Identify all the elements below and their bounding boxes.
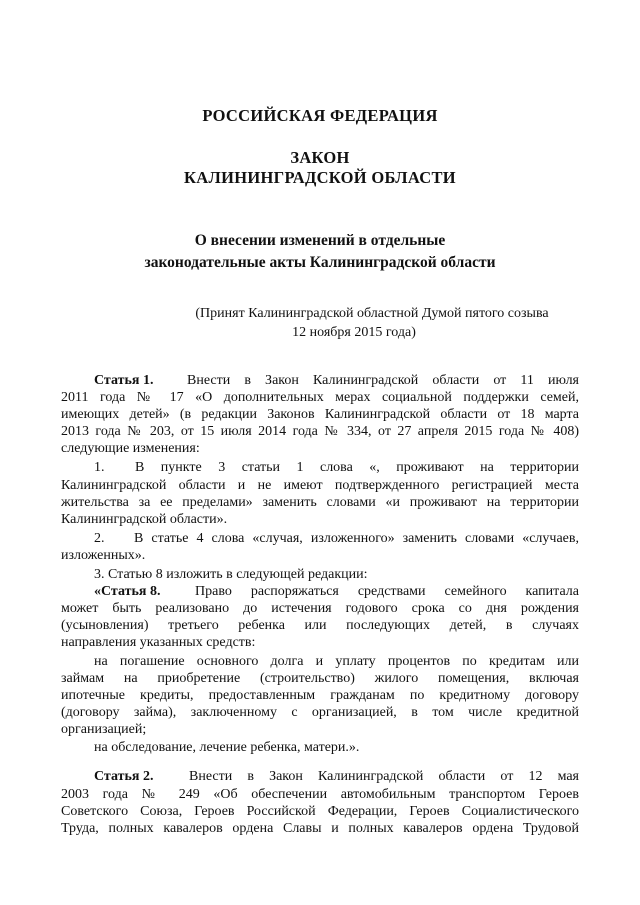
direction1-line5: организацией; — [61, 722, 147, 737]
federation-heading: РОССИЙСКАЯ ФЕДЕРАЦИЯ — [202, 106, 438, 125]
quote-line4: направления указанных средств: — [61, 635, 256, 650]
law-title-line2: законодательные акты Калининградской области — [144, 254, 496, 271]
direction1-line1: на погашение основного долга и уплату процентов по кредитам или — [94, 654, 579, 669]
quote-line2: может быть реализовано до истечения годового срока со дня рождения — [61, 601, 579, 616]
direction1-line4: (договору займа), заключенному с организацией, в том числе кредитной — [61, 705, 579, 720]
article1-line3: имеющих детей» (в редакции Законов Калининградской области от 18 марта — [61, 407, 579, 422]
item1-number: 1. — [94, 460, 105, 475]
law-title-line1: О внесении изменений в отдельные — [194, 232, 446, 249]
region-heading: КАЛИНИНГРАДСКОЙ ОБЛАСТИ — [184, 168, 456, 187]
item1-line4: Калининградской области». — [61, 512, 228, 527]
item2-line2: изложенных». — [61, 548, 146, 563]
article1-line5: следующие изменения: — [61, 441, 200, 456]
item1-line3: жительства за ее пределами» заменить словами «и проживают на территории — [61, 495, 579, 510]
article1-line2: 2011 года № 17 «О дополнительных мерах социальной поддержки семей, — [61, 390, 579, 405]
item1-line2: Калининградской области и не имеют подтвержденного регистрацией места — [61, 478, 579, 493]
article2-line4: Труда, полных кавалеров ордена Славы и полных кавалеров ордена Трудовой — [61, 821, 579, 836]
quote-line1: «Статья 8. Право распоряжаться средствами семейного капитала — [94, 584, 579, 599]
item2-number: 2. — [94, 531, 105, 546]
law-heading: ЗАКОН — [290, 148, 350, 167]
adopted-line2: 12 ноября 2015 года) — [292, 325, 416, 340]
quote-line3: (усыновления) третьего ребенка или последующих детей, в случаях — [61, 618, 579, 633]
direction1-line2: займам на приобретение (строительство) жилого помещения, включая — [61, 671, 579, 686]
item2-line1: 2. В статье 4 слова «случая, изложенного» заменить словами «случаев, — [94, 531, 579, 546]
article1-label: Статья 1. — [94, 373, 154, 388]
adopted-line1: (Принят Калининградской областной Думой пятого созыва — [195, 306, 549, 321]
article2-label: Статья 2. — [94, 769, 154, 784]
article2-line1: Статья 2. Внести в Закон Калининградской области от 12 мая — [94, 769, 579, 784]
direction2-line: на обследование, лечение ребенка, матери.». — [94, 740, 360, 755]
article1-line4: 2013 года № 203, от 15 июля 2014 года № 334, от 27 апреля 2015 года № 408) — [61, 424, 579, 439]
item1-line1: 1. В пункте 3 статьи 1 слова «, проживают на территории — [94, 460, 579, 475]
article1-line1: Статья 1. Внести в Закон Калининградской области от 11 июля — [94, 373, 579, 388]
direction1-line3: ипотечные кредиты, предоставленным гражданам по кредитному договору — [61, 688, 579, 703]
item3-line: 3. Статью 8 изложить в следующей редакции: — [94, 567, 368, 582]
quote-article-label: «Статья 8. — [94, 584, 161, 599]
article2-line3: Советского Союза, Героев Российской Федерации, Героев Социалистического — [61, 804, 579, 819]
article2-line2: 2003 года № 249 «Об обеспечении автомобильным транспортом Героев — [61, 787, 579, 802]
